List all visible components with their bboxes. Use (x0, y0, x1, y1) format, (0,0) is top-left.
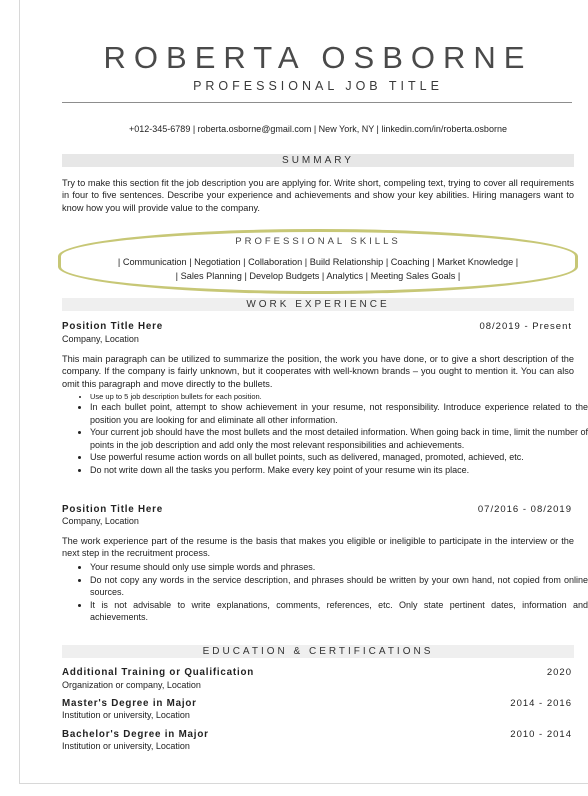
job-1-bullet: • In each bullet point, attempt to show achievement in your resume, not responsibility. Introduce experience related to the position you are looking for and eliminate all other information. (90, 401, 588, 426)
experience-heading: WORK EXPERIENCE (62, 298, 574, 311)
skills-line-1: | Communication | Negotiation | Collaboration | Build Relationship | Coaching | Market Knowledge | (117, 257, 519, 267)
job-1-bullet: • Use up to 5 job description bullets for each position. (90, 392, 588, 401)
job-1-bullet: • Use powerful resume action words on all bullet points, such as delivered, managed, promoted, achieved, etc. (90, 451, 588, 464)
job-title: PROFESSIONAL JOB TITLE (193, 79, 443, 93)
skills-heading: PROFESSIONAL SKILLS (235, 236, 401, 247)
job-2-bullets (76, 561, 588, 624)
job-1-date: 08/2019 - Present (479, 321, 572, 332)
contact-line: +012-345-6789 | roberta.osborne@gmail.com | New York, NY | linkedin.com/in/roberta.osborne (129, 124, 507, 134)
education-heading: EDUCATION & CERTIFICATIONS (62, 645, 574, 658)
education-item-3-title: Bachelor's Degree in Major (62, 729, 209, 740)
skills-line-2: | Sales Planning | Develop Budgets | Analytics | Meeting Sales Goals | (175, 271, 461, 281)
education-item-1-year: 2020 (546, 667, 572, 678)
job-1-bullet: • Your current job should have the most bullets and the most detailed information. When going back in time, limit the number of points in the job description and add only the most relevant responsibilities and achievements. (90, 426, 588, 451)
job-1-bullet: • Do not write down all the tasks you perform. Make every key point of your resume win its place. (90, 464, 588, 477)
education-item-1-title: Additional Training or Qualification (62, 667, 255, 678)
job-2-company: Company, Location (62, 516, 139, 526)
education-item-2-sub: Institution or university, Location (62, 710, 190, 720)
education-item-3-sub: Institution or university, Location (62, 741, 190, 751)
job-2-title: Position Title Here (62, 504, 164, 515)
education-item-2-title: Master's Degree in Major (62, 698, 197, 709)
job-2-description: The work experience part of the resume is the basis that makes you eligible or ineligible to participate in the interview or the next step in the recruitment process. (62, 536, 574, 559)
job-1-title: Position Title Here (62, 321, 164, 332)
job-2-date: 07/2016 - 08/2019 (477, 504, 572, 515)
job-1-description: This main paragraph can be utilized to summarize the position, the work you have done, or to give a short description of the company. If the company is fairly unknown, but it cooperates with well-known brands – you ought to mention it. You can also omit this paragraph and move directly to the bullets. (62, 354, 574, 389)
summary-text: Try to make this section fit the job description you are applying for. Write short, compeling text, trying to cover all requirements in four to five sentences. Describe your experience and achievements and show your key abilities. Hiring managers want to know how you will provide value to the company. (62, 178, 574, 213)
education-item-3-year: 2010 - 2014 (510, 729, 572, 740)
education-item-1-sub: Organization or company, Location (62, 680, 201, 690)
job-2-bullet: • It is not advisable to write explanations, comments, references, etc. Only state pertinent dates, information and achievements. (90, 599, 588, 624)
header-divider (62, 102, 572, 103)
job-2-bullet: • Your resume should only use simple words and phrases. (90, 561, 588, 574)
job-2-bullet: • Do not copy any words in the service description, and phrases should be written by your own hand, not copied from online sources. (90, 574, 588, 599)
page-edge-left (19, 0, 20, 783)
education-item-2-year: 2014 - 2016 (510, 698, 572, 709)
candidate-name: ROBERTA OSBORNE (103, 40, 533, 75)
job-1-bullets (76, 392, 588, 477)
summary-heading: SUMMARY (62, 154, 574, 167)
job-1-company: Company, Location (62, 334, 139, 344)
page-edge-bottom (19, 783, 588, 784)
